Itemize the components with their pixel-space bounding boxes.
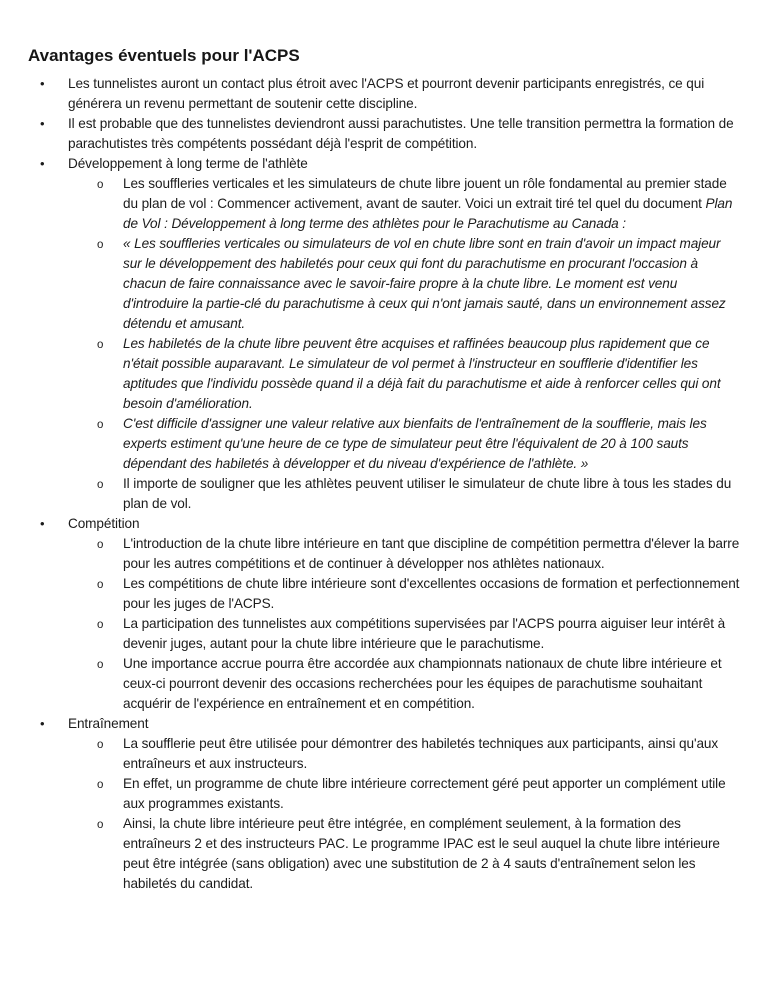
circle-bullet-marker: o <box>97 179 104 191</box>
text-segment: Il importe de souligner que les athlètes peuvent utiliser le simulateur de chute libre à tous les stades du plan de vol. <box>123 476 732 511</box>
bullet-text <box>123 416 707 471</box>
disc-bullet-marker: • <box>40 76 45 91</box>
document-body <box>28 74 740 894</box>
bullet-text <box>68 76 704 111</box>
circle-bullet-marker: o <box>97 739 104 751</box>
sub-bullet-item <box>28 234 740 334</box>
document-heading: Avantages éventuels pour l'ACPS <box>28 46 300 65</box>
sub-bullet-item <box>28 534 740 574</box>
circle-bullet-marker: o <box>97 419 104 431</box>
sub-bullet-item <box>28 774 740 814</box>
circle-bullet-marker: o <box>97 479 104 491</box>
circle-bullet-marker: o <box>97 239 104 251</box>
disc-bullet-marker: • <box>40 516 45 531</box>
circle-bullet-marker: o <box>97 779 104 791</box>
bullet-text <box>123 656 722 711</box>
bullet-item <box>28 74 740 114</box>
italic-text-segment: « Les souffleries verticales ou simulateurs de vol en chute libre sont en train d'avoir un impact majeur sur le développement des habiletés pour ceux qui font du parachutisme en procurant l'occasion à chacun de faire connaissance avec le savoir-faire propre à la chute libre. Le moment est venu d'introduire la partie-clé du parachutisme à ceux qui n'ont jamais sauté, dans un environnement assez détendu et amusant. <box>123 236 726 331</box>
circle-bullet-marker: o <box>97 619 104 631</box>
circle-bullet-marker: o <box>97 339 104 351</box>
text-segment: Les compétitions de chute libre intérieure sont d'excellentes occasions de formation et perfectionnement pour les juges de l'ACPS. <box>123 576 740 611</box>
text-segment: Une importance accrue pourra être accordée aux championnats nationaux de chute libre intérieure et ceux-ci pourront devenir des occasions recherchées pour les équipes de parachutisme souhaitant acquérir de l'expérience en entraînement et en compétition. <box>123 656 722 711</box>
bullet-text <box>123 536 739 571</box>
bullet-text <box>123 736 718 771</box>
text-segment: Compétition <box>68 516 140 531</box>
text-segment: La participation des tunnelistes aux compétitions supervisées par l'ACPS pourra aiguiser leur intérêt à devenir juges, autant pour la chute libre intérieure que le parachutisme. <box>123 616 726 651</box>
italic-text-segment: Les habiletés de la chute libre peuvent être acquises et raffinées beaucoup plus rapidement que ce n'était possible auparavant. Le simulateur de vol permet à l'instructeur en soufflerie d'identifier les aptitudes que l'individu possède quand il a déjà fait du parachutisme et aide à renforcer celles qui ont besoin d'amélioration. <box>123 336 721 411</box>
circle-bullet-marker: o <box>97 659 104 671</box>
sub-bullet-item <box>28 614 740 654</box>
bullet-text <box>123 236 726 331</box>
bullet-text <box>123 776 726 811</box>
bullet-item <box>28 514 740 534</box>
bullet-text <box>123 476 731 511</box>
sub-bullet-item <box>28 414 740 474</box>
sub-bullet-item <box>28 174 740 234</box>
text-segment: Ainsi, la chute libre intérieure peut être intégrée, en complément seulement, à la formation des entraîneurs 2 et des instructeurs PAC. Le programme IPAC est le seul auquel la chute libre intérieure peut être intégrée (sans obligation) avec une substitution de 2 à 4 sauts d'entraînement selon les habiletés du candidat. <box>123 816 720 891</box>
sub-bullet-item <box>28 734 740 774</box>
circle-bullet-marker: o <box>97 539 104 551</box>
circle-bullet-marker: o <box>97 579 104 591</box>
bullet-text <box>123 616 725 651</box>
sub-bullet-item <box>28 474 740 514</box>
sub-bullet-item <box>28 334 740 414</box>
disc-bullet-marker: • <box>40 116 45 131</box>
italic-text-segment: Plan de Vol : Développement à long terme des athlètes pour le Parachutisme au Canada : <box>123 196 733 231</box>
text-segment: Les souffleries verticales et les simulateurs de chute libre jouent un rôle fondamental au premier stade du plan de vol : Commencer activement, avant de sauter. Voici un extrait tiré tel quel du document <box>123 176 727 211</box>
text-segment: L'introduction de la chute libre intérieure en tant que discipline de compétition permettra d'élever la barre pour les autres compétitions et de continuer à développer nos athlètes nationaux. <box>123 536 740 571</box>
bullet-item <box>28 154 740 174</box>
sub-bullet-item <box>28 574 740 614</box>
bullet-text <box>123 336 721 411</box>
bullet-text <box>68 116 734 151</box>
bullet-item <box>28 714 740 734</box>
italic-text-segment: C'est difficile d'assigner une valeur relative aux bienfaits de l'entraînement de la soufflerie, mais les experts estiment qu'une heure de ce type de simulateur peut être l'équivalent de 20 à 100 sauts dépendant des habiletés à développer et du niveau d'expérience de l'athlète. » <box>123 416 707 471</box>
bullet-text <box>123 576 739 611</box>
disc-bullet-marker: • <box>40 716 45 731</box>
bullet-text <box>68 716 148 731</box>
circle-bullet-marker: o <box>97 819 104 831</box>
disc-bullet-marker: • <box>40 156 45 171</box>
bullet-text <box>68 516 139 531</box>
text-segment: Les tunnelistes auront un contact plus étroit avec l'ACPS et pourront devenir participants enregistrés, ce qui générera un revenu permettant de soutenir cette discipline. <box>68 76 705 111</box>
text-segment: La soufflerie peut être utilisée pour démontrer des habiletés techniques aux participants, ainsi qu'aux entraîneurs et aux instructeurs. <box>123 736 719 771</box>
bullet-text <box>123 176 732 231</box>
text-segment: Développement à long terme de l'athlète <box>68 156 308 171</box>
text-segment: Il est probable que des tunnelistes deviendront aussi parachutistes. Une telle transition permettra la formation de parachutistes très compétents possédant déjà l'esprit de compétition. <box>68 116 734 151</box>
sub-bullet-item <box>28 654 740 714</box>
sub-bullet-item <box>28 814 740 894</box>
bullet-text <box>123 816 720 891</box>
bullet-item <box>28 114 740 154</box>
text-segment: En effet, un programme de chute libre intérieure correctement géré peut apporter un complément utile aux programmes existants. <box>123 776 726 811</box>
bullet-text <box>68 156 308 171</box>
text-segment: Entraînement <box>68 716 149 731</box>
